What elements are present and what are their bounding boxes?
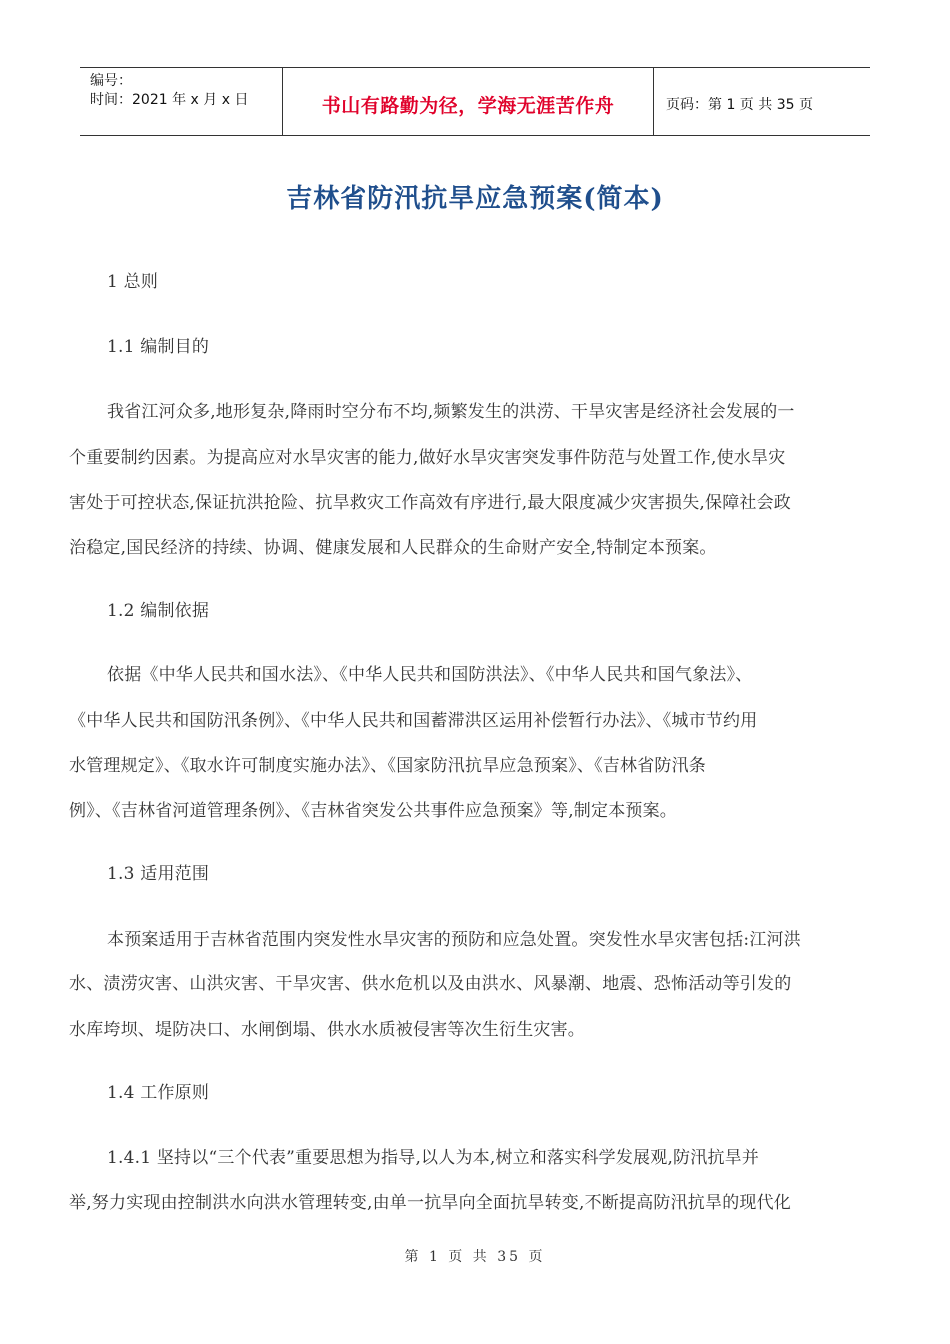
time-label: 时间：2021 年 x 月 x 日 [90,92,249,108]
paragraph-line: 依据《中华人民共和国水法》、《中华人民共和国防洪法》、《中华人民共和国气象法》、 [107,665,753,685]
page-info-text: 页码：第 1 页 共 35 页 [666,96,813,113]
paragraph-line: 个重要制约因素。为提高应对水旱灾害的能力,做好水旱灾害突发事件防范与处置工作,使水旱灾 [69,448,786,468]
section-heading: 1.3 适用范围 [107,864,210,884]
section-heading: 1 总则 [107,272,159,292]
header-meta [80,68,282,135]
paragraph-line: 水、渍涝灾害、山洪灾害、干旱灾害、供水危机以及由洪水、风暴潮、地震、恐怖活动等引发的 [69,974,792,994]
paragraph-line: 水库垮坝、堤防决口、水闸倒塌、供水水质被侵害等次生衍生灾害。 [69,1020,585,1040]
page-footer: 第 1 页 共 35 页 [404,1249,546,1265]
paragraph-line: 治稳定,国民经济的持续、协调、健康发展和人民群众的生命财产安全,特制定本预案。 [69,538,717,558]
paragraph-line: 举,努力实现由控制洪水向洪水管理转变,由单一抗旱向全面抗旱转变,不断提高防汛抗旱的现代化 [69,1193,792,1213]
header-page-info [654,68,870,135]
motto-text: 书山有路勤为径，学海无涯苦作舟 [321,95,615,117]
paragraph-line: 例》、《吉林省河道管理条例》、《吉林省突发公共事件应急预案》等,制定本预案。 [69,801,678,821]
paragraph-line: 1.4.1 坚持以“三个代表”重要思想为指导,以人为本,树立和落实科学发展观,防汛抗旱并 [107,1148,760,1168]
section-heading: 1.2 编制依据 [107,601,210,621]
document-title: 吉林省防汛抗旱应急预案(简本) [286,184,664,214]
section-heading: 1.4 工作原则 [107,1083,210,1103]
header-motto-cell [282,68,654,135]
section-heading: 1.1 编制目的 [107,337,210,357]
paragraph-line: 害处于可控状态,保证抗洪抢险、抗旱救灾工作高效有序进行,最大限度减少灾害损失,保障社会政 [69,493,792,513]
paragraph-line: 本预案适用于吉林省范围内突发性水旱灾害的预防和应急处置。突发性水旱灾害包括:江河洪 [107,930,801,950]
paragraph-line: 《中华人民共和国防汛条例》、《中华人民共和国蓄滞洪区运用补偿暂行办法》、《城市节约用 [69,711,758,731]
number-label: 编号： [90,73,132,89]
paragraph-line: 我省江河众多,地形复杂,降雨时空分布不均,频繁发生的洪涝、干旱灾害是经济社会发展的一 [107,402,795,422]
document-header [80,67,870,136]
paragraph-line: 水管理规定》、《取水许可制度实施办法》、《国家防汛抗旱应急预案》、《吉林省防汛条 [69,756,706,776]
